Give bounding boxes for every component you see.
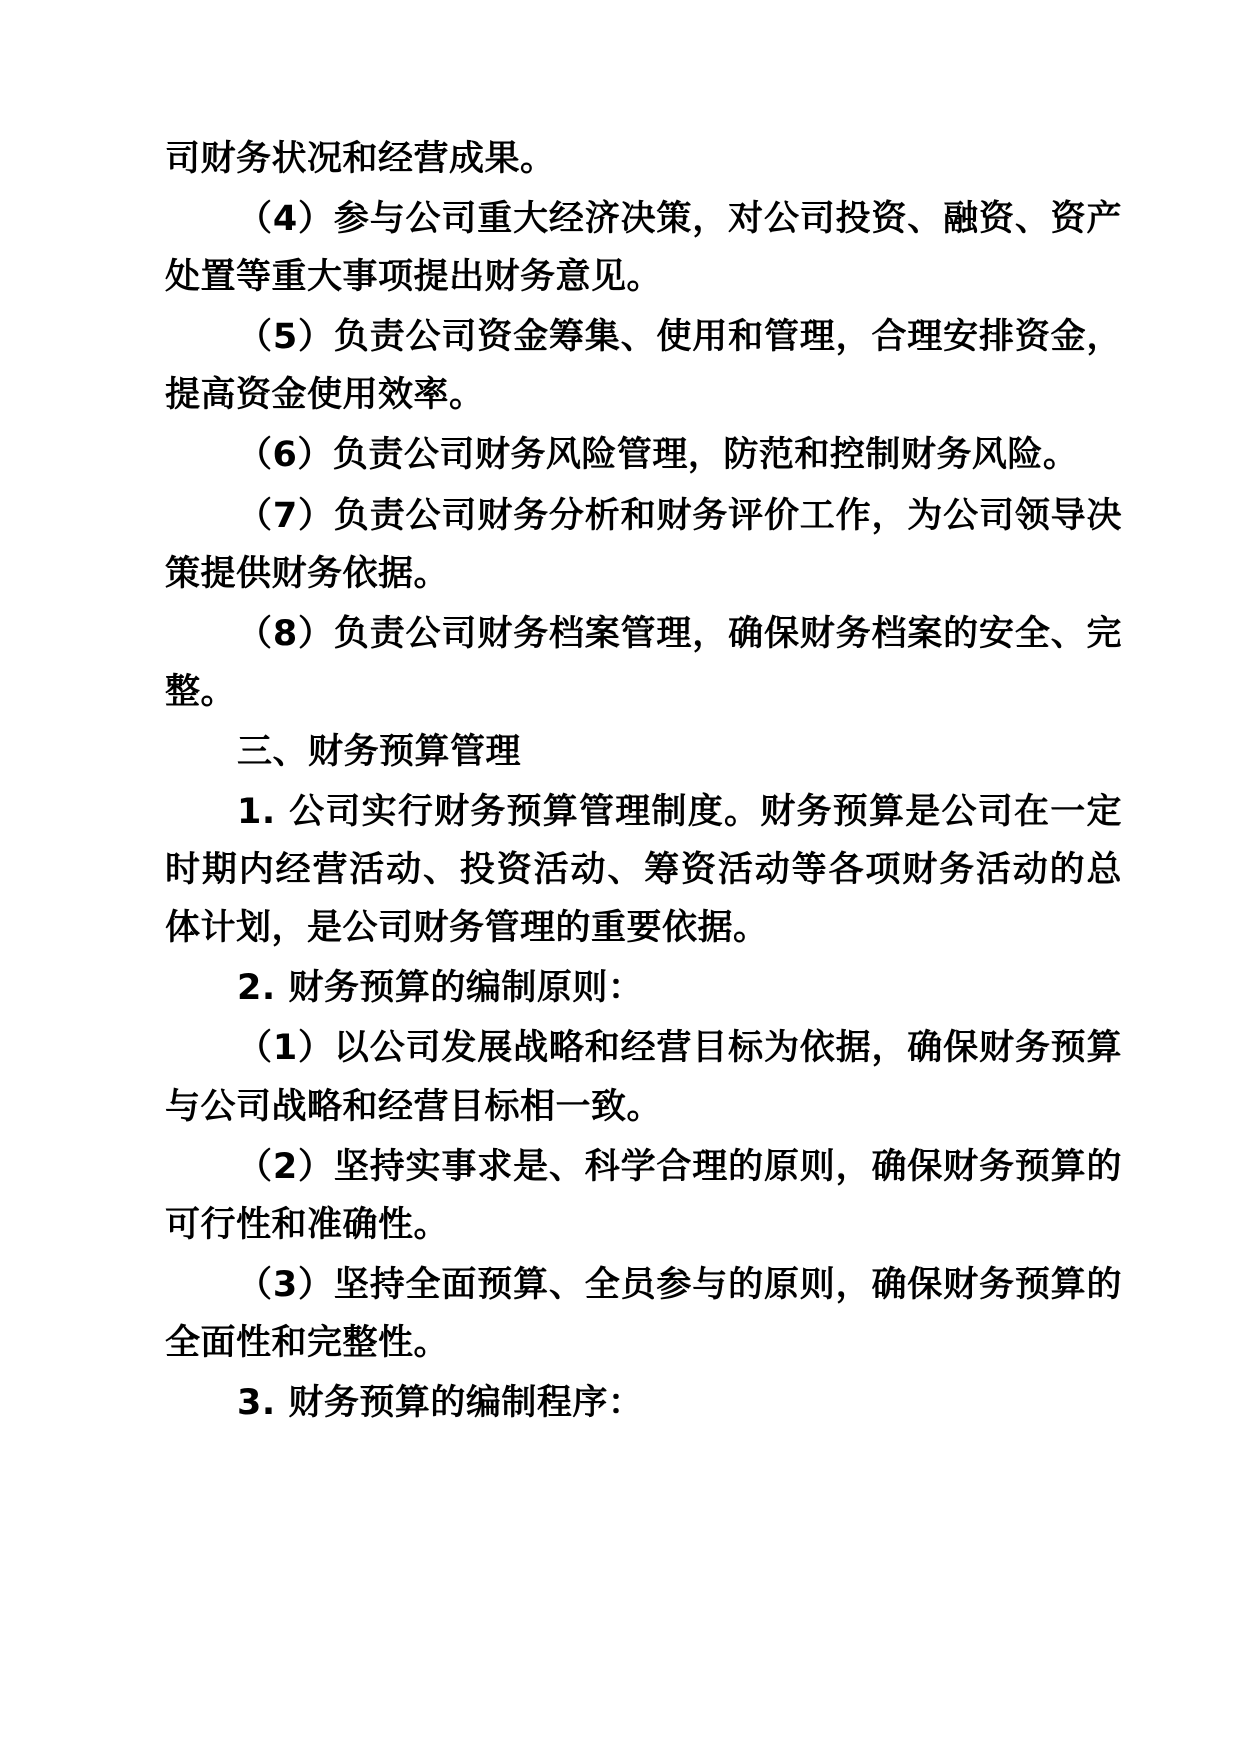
paragraph-budget-1: 1. 公司实行财务预算管理制度。财务预算是公司在一定时期内经营活动、投资活动、筹资活动等各项财务活动的总体计划，是公司财务管理的重要依据。 [165,792,1122,949]
paragraph-duty-4: （4）参与公司重大经济决策，对公司投资、融资、资产处置等重大事项提出财务意见。 [165,199,1122,298]
paragraph-principle-2: （2）坚持实事求是、科学合理的原则，确保财务预算的可行性和准确性。 [165,1146,1122,1245]
paragraph-principle-1: （1）以公司发展战略和经营目标为依据，确保财务预算与公司战略和经营目标相一致。 [165,1028,1122,1127]
paragraph-duty-5: （5）负责公司资金筹集、使用和管理，合理安排资金，提高资金使用效率。 [165,317,1122,416]
paragraph-budget-3: 3. 财务预算的编制程序： [237,1382,644,1423]
paragraph-duty-7: （7）负责公司财务分析和财务评价工作，为公司领导决策提供财务依据。 [165,495,1122,594]
paragraph-duty-6: （6）负责公司财务风险管理，防范和控制财务风险。 [237,435,1079,476]
document-body [165,130,1122,1432]
paragraph-principle-3: （3）坚持全面预算、全员参与的原则，确保财务预算的全面性和完整性。 [165,1264,1122,1363]
paragraph-duty-8: （8）负责公司财务档案管理，确保财务档案的安全、完整。 [165,613,1122,712]
paragraph-budget-2: 2. 财务预算的编制原则： [237,968,644,1009]
paragraph-continuation: 司财务状况和经营成果。 [165,139,556,179]
section-heading-three: 三、财务预算管理 [237,731,522,772]
